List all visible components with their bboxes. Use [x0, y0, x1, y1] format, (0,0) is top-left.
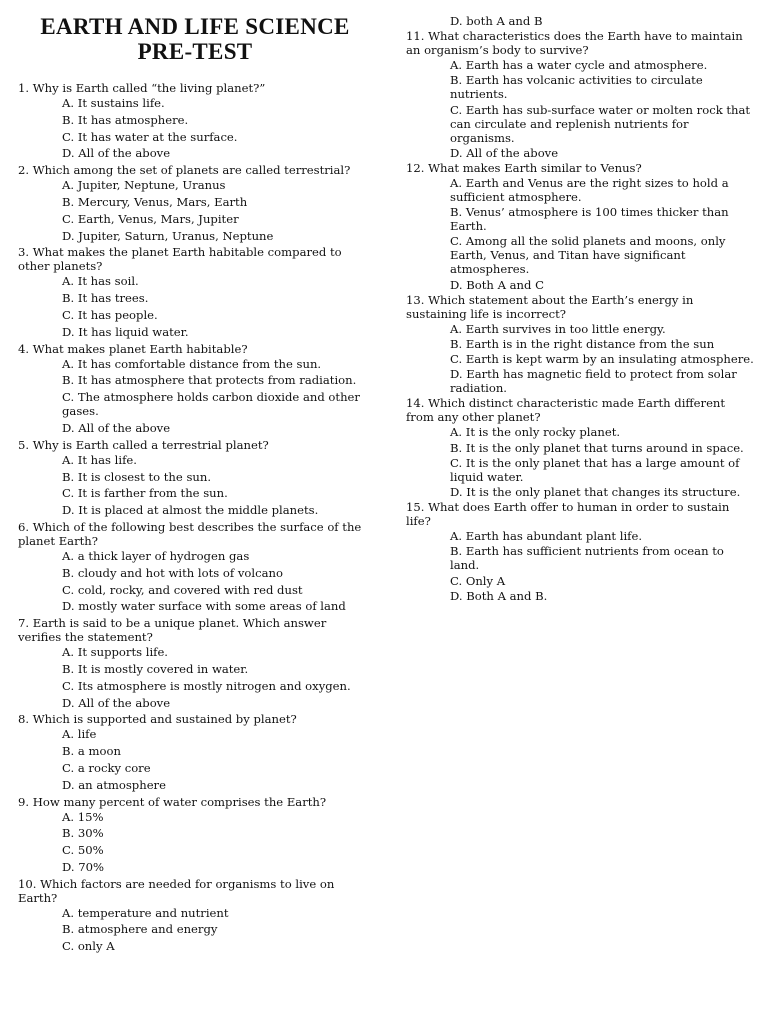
answer-options: [18, 357, 368, 435]
question-text: 15. What does Earth offer to human in order to sustain life?: [406, 500, 730, 529]
answer-option: B. Mercury, Venus, Mars, Earth: [62, 194, 248, 209]
answer-options: [18, 96, 368, 160]
answer-option: C. It is farther from the sun.: [62, 486, 228, 501]
answer-option: D. mostly water surface with some areas of land: [62, 599, 346, 614]
question-4: [18, 342, 368, 435]
question-3: [18, 245, 368, 338]
answer-option: C. Earth, Venus, Mars, Jupiter: [62, 211, 239, 226]
answer-option: C. It is the only planet that has a large amount of liquid water.: [450, 455, 740, 484]
question-text: 1. Why is Earth called “the living planet?”: [18, 81, 266, 95]
answer-option: B. Earth is in the right distance from the sun: [450, 336, 715, 351]
answer-options: [406, 425, 754, 499]
answer-option: C. Only A: [450, 573, 506, 588]
answer-options: [18, 549, 368, 613]
answer-option: A. Earth survives in too little energy.: [450, 321, 666, 336]
answer-option: B. It has atmosphere.: [62, 112, 189, 127]
answer-option: A. Earth and Venus are the right sizes to hold a sufficient atmosphere.: [450, 175, 729, 204]
answer-option: D. Both A and C: [450, 277, 544, 292]
answer-option: B. 30%: [62, 826, 104, 841]
answer-options: [406, 322, 754, 396]
answer-option: C. a rocky core: [62, 760, 151, 775]
continued-option: D. both A and B: [450, 14, 543, 28]
question-text: 7. Earth is said to be a unique planet. Which answer verifies the statement?: [18, 616, 327, 645]
answer-option: B. It is mostly covered in water.: [62, 661, 249, 676]
question-15: [406, 500, 754, 603]
left-column: [18, 81, 368, 956]
answer-option: A. It is the only rocky planet.: [450, 425, 621, 440]
answer-option: D. It has liquid water.: [62, 324, 189, 339]
answer-option: D. It is the only planet that changes its structure.: [450, 485, 741, 499]
answer-option: C. only A: [62, 939, 115, 954]
question-text: 4. What makes planet Earth habitable?: [18, 341, 248, 356]
question-9: [18, 795, 368, 874]
question-text: 5. Why is Earth called a terrestrial planet?: [18, 437, 269, 452]
question-text: 13. Which statement about the Earth’s energy in sustaining life is incorrect?: [406, 292, 694, 321]
title-line-2: PRE-TEST: [137, 39, 253, 64]
answer-options: [406, 529, 754, 603]
answer-option: A. Earth has abundant plant life.: [450, 529, 643, 544]
answer-option: D. Both A and B.: [450, 588, 548, 603]
question-14: [406, 396, 754, 499]
question-text: 8. Which is supported and sustained by planet?: [18, 712, 297, 727]
answer-option: D. All of the above: [450, 145, 559, 160]
question-text: 9. How many percent of water comprises the Earth?: [18, 794, 327, 809]
answer-option: A. It has life.: [62, 452, 137, 467]
question-text: 6. Which of the following best describes the surface of the planet Earth?: [18, 519, 362, 548]
question-10: [18, 877, 368, 954]
answer-option: C. It has people.: [62, 307, 158, 322]
answer-option: C. The atmosphere holds carbon dioxide and other gases.: [62, 390, 360, 419]
answer-option: D. an atmosphere: [62, 777, 166, 792]
answer-option: D. All of the above: [62, 146, 171, 161]
page-title: [16, 14, 374, 64]
question-text: 12. What makes Earth similar to Venus?: [406, 160, 642, 175]
answer-option: D. All of the above: [62, 420, 171, 435]
answer-option: B. It has trees.: [62, 291, 149, 306]
answer-option: A. a thick layer of hydrogen gas: [62, 548, 250, 563]
answer-options: [18, 810, 368, 874]
answer-option: A. temperature and nutrient: [62, 905, 229, 920]
question-1: [18, 81, 368, 160]
question-7: [18, 616, 368, 709]
answer-option: A. It has comfortable distance from the sun.: [62, 356, 322, 371]
question-text: 10. Which factors are needed for organisms to live on Earth?: [18, 876, 335, 905]
answer-option: C. It has water at the surface.: [62, 129, 238, 144]
question-12: [406, 161, 754, 292]
right-column: [406, 14, 754, 604]
answer-option: B. Earth has sufficient nutrients from ocean to land.: [450, 544, 724, 573]
answer-option: A. Earth has a water cycle and atmosphere.: [450, 58, 708, 73]
answer-option: B. It is the only planet that turns around in space.: [450, 440, 744, 455]
question-text: 14. Which distinct characteristic made Earth different from any other planet?: [406, 396, 726, 425]
question-8: [18, 712, 368, 791]
question-6: [18, 520, 368, 613]
answer-option: A. It supports life.: [62, 645, 168, 660]
answer-option: A. It has soil.: [62, 274, 139, 289]
answer-option: A. Jupiter, Neptune, Uranus: [62, 178, 226, 193]
title-line-1: EARTH AND LIFE SCIENCE: [40, 14, 350, 39]
question-text: 11. What characteristics does the Earth have to maintain an organism’s body to survive?: [406, 29, 743, 58]
answer-option: C. Earth has sub-surface water or molten rock that can circulate and replenish nutrients for organisms.: [450, 102, 751, 145]
answer-option: D. It is placed at almost the middle planets.: [62, 503, 319, 518]
question-2: [18, 163, 368, 242]
question-5: [18, 438, 368, 517]
answer-option: A. life: [62, 727, 97, 742]
question-text: 2. Which among the set of planets are called terrestrial?: [18, 163, 351, 178]
answer-options: [18, 274, 368, 338]
answer-option: D. All of the above: [62, 695, 171, 710]
answer-option: D. 70%: [62, 859, 105, 874]
answer-option: A. 15%: [62, 809, 104, 824]
answer-option: B. atmosphere and energy: [62, 922, 218, 937]
answer-options: [18, 727, 368, 791]
answer-option: C. Earth is kept warm by an insulating atmosphere.: [450, 352, 754, 367]
answer-options: [18, 178, 368, 242]
answer-option: B. Earth has volcanic activities to circulate nutrients.: [450, 73, 703, 102]
answer-option: C. cold, rocky, and covered with red dust: [62, 582, 303, 597]
answer-options: [18, 453, 368, 517]
answer-options: [18, 906, 368, 954]
answer-options: [406, 176, 754, 292]
question-13: [406, 293, 754, 396]
answer-option: D. Jupiter, Saturn, Uranus, Neptune: [62, 228, 274, 243]
answer-option: C. Its atmosphere is mostly nitrogen and oxygen.: [62, 678, 351, 693]
answer-options: [406, 58, 754, 160]
answer-option: C. 50%: [62, 843, 104, 858]
question-text: 3. What makes the planet Earth habitable compared to other planets?: [18, 245, 342, 274]
answer-options: [18, 645, 368, 709]
answer-option: B. It is closest to the sun.: [62, 469, 212, 484]
answer-option: C. Among all the solid planets and moons, only Earth, Venus, and Titan have significant atmospheres.: [450, 234, 726, 277]
answer-option: B. Venus’ atmosphere is 100 times thicker than Earth.: [450, 205, 729, 234]
question-11: [406, 29, 754, 160]
answer-option: A. It sustains life.: [62, 96, 165, 110]
answer-option: D. Earth has magnetic field to protect from solar radiation.: [450, 367, 737, 396]
answer-option: B. a moon: [62, 744, 121, 759]
answer-option: B. It has atmosphere that protects from radiation.: [62, 373, 357, 388]
answer-option: B. cloudy and hot with lots of volcano: [62, 565, 283, 580]
